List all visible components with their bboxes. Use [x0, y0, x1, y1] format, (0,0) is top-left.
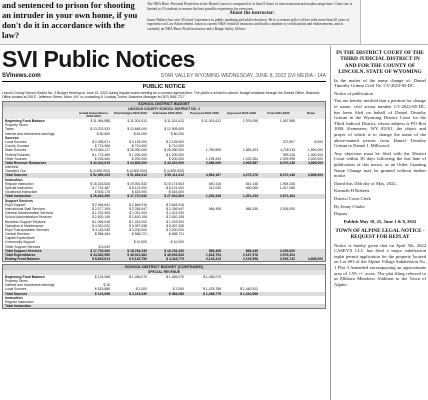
ad-body — [147, 2, 357, 31]
row-label: Interest and Investment earnings — [5, 131, 55, 136]
row-value: 4,976,404 — [279, 253, 295, 257]
row-value: $ 2,664,916 — [129, 202, 147, 207]
row-value: $ 10,000 — [170, 240, 184, 245]
row-value: $ 12,905,000 — [164, 127, 184, 132]
table-row — [3, 257, 325, 261]
about-instructor-text: Jason Wallace has over 30 years' experience in public speaking and adult education. He is a veteran police officer with more than 20 years of experience in Law Enforcement. Jason is current NRA-certified instructor and holds a number of certifications and endorsements, and is currently an NRA Basic Pistol instructor and a Range Safety Officer. — [147, 17, 350, 31]
row-value: 412,030 — [208, 186, 221, 190]
row-value: $ 1,231,063 — [92, 211, 110, 216]
row-value: $ 124,068 — [94, 274, 110, 279]
row-value: $ 11,301,612 — [201, 119, 221, 123]
row-label: Community Support — [5, 240, 35, 245]
row-value: $ (4,500,000) — [126, 169, 147, 174]
row-value — [112, 304, 149, 308]
row-label: Property Taxes — [5, 123, 28, 128]
row-label: Total Expenditures — [5, 253, 36, 257]
row-value: 4,808,000 — [307, 173, 323, 178]
row-label: Interest and Investment earnings — [5, 283, 55, 288]
row-label: Ending Fund Balance — [5, 257, 40, 262]
row-label: State Sources — [5, 148, 27, 153]
row-value: $ 26,090,000 — [127, 148, 147, 153]
col-header — [3, 112, 75, 119]
row-value: $ 566,464 — [94, 232, 110, 237]
row-label: Total Sources — [5, 173, 28, 178]
row-value — [297, 304, 325, 308]
row-value: $ 1,200,000 — [129, 152, 147, 157]
row-value: $ 11,064,588 — [90, 119, 110, 123]
row-value: $ 200,000 — [168, 156, 184, 161]
row-value: $ 4,910,002 — [92, 223, 110, 228]
row-value: $ 2,064,641 — [92, 202, 110, 207]
row-value: $ 2,000 — [135, 287, 147, 292]
row-value: $ 615,000 — [131, 190, 147, 195]
row-label: School Administration Services — [5, 215, 52, 220]
table-row — [3, 304, 325, 308]
row-label: Local Sources — [5, 139, 27, 144]
row-value — [75, 304, 112, 308]
row-value: $ 10,000 — [133, 240, 147, 245]
row-value: 4,728,115 — [280, 148, 295, 153]
col-header: Estimated 2020-2021 — [152, 110, 183, 115]
row-value: $ 8,625,613 — [92, 257, 110, 262]
row-value: $ 1,456,070 — [203, 274, 221, 279]
row-value: 2,905,587 — [242, 160, 258, 165]
row-value: $ 603,175 — [94, 190, 110, 195]
row-value: 1,022,284 — [242, 156, 258, 161]
row-value: $ 11,301,612 — [127, 119, 147, 123]
row-value: $ 15 — [103, 283, 110, 288]
row-value: $ 1,015,000 — [166, 219, 184, 224]
row-value — [260, 304, 297, 308]
masthead-site: SVInews.com — [2, 73, 41, 79]
about-instructor-heading: About the instructor: — [229, 11, 275, 16]
row-value: $ 50,111,612 — [164, 173, 184, 178]
row-value: 959,226 — [282, 152, 295, 157]
row-value: $ 568,721 — [168, 232, 184, 237]
row-value: $ 523,888 — [94, 287, 110, 292]
row-label: Regular Instruction — [5, 181, 34, 186]
row-value: $ 2,115,430 — [129, 291, 147, 296]
row-label: Sources: — [5, 135, 20, 140]
row-value: $ 42,424,615 — [90, 160, 110, 165]
row-value: $ 11,301,612 — [164, 119, 184, 123]
row-value: $ 80,600 — [96, 131, 110, 136]
row-label: Pupil Support — [5, 202, 26, 207]
row-value: $ 63,000 — [133, 131, 147, 136]
row-value: $ (4,500,000) — [163, 169, 184, 174]
row-value: 2,105,598 — [242, 257, 258, 262]
row-value: $ 23,964,117 — [90, 148, 110, 153]
row-value: $ 3,200,000 — [129, 227, 147, 232]
row-label: General Administration Services — [5, 211, 54, 216]
row-value: 1,976,098 — [242, 119, 258, 123]
row-value: $ 2,620,108 — [129, 215, 147, 220]
row-label: Total Support Services — [5, 248, 42, 253]
row-value: 1,790,805 — [205, 148, 221, 153]
row-label: Business Support Services — [5, 219, 46, 224]
row-value: 1,954,336 — [279, 181, 295, 186]
row-value: $ 51,654,612 — [127, 173, 147, 178]
row-value: 566,408 — [208, 206, 221, 211]
row-value: $ 2,077,309 — [92, 206, 110, 211]
row-value: 1,195,264 — [205, 156, 221, 161]
row-label: Taxes — [5, 127, 14, 132]
row-value: $ 1,713,465 — [92, 152, 110, 157]
notice-intro: Lincoln County School District No. 2 Budget Hearing on June 15, 2022 during regular board meeting as a consent agenda item. The public is invited to attend. Budget available through the District Office, Business Office located at 208 E. Jefferson Street, Afton, WY, or contacting 8. Lindsay Turner, Business Manager at (307) 885-7717. — [2, 91, 320, 100]
col-header: Actual Expenditures 2019-2020 — [78, 110, 108, 119]
row-value — [149, 304, 186, 308]
row-value: $ 18,316,628 — [90, 181, 110, 186]
row-label: Operation & Maintenance — [5, 223, 44, 228]
row-value: 2,005,000 — [279, 248, 295, 253]
row-value: $ 1,456,070 — [129, 274, 147, 279]
row-value: $ 984,086 — [168, 291, 184, 296]
row-value: $ 6,049 — [98, 244, 110, 249]
row-value: $ 3,416,779 — [166, 257, 184, 262]
notice-subtitle: Notice of publication — [334, 90, 374, 96]
row-value: $ 19,001,632 — [127, 181, 147, 186]
row-value: 2,986,069 — [205, 160, 221, 165]
row-value: $ 2,336,947 — [166, 206, 184, 211]
row-label: Beginning Fund Balance — [5, 274, 45, 279]
table-1-sub: LINCOLN COUNTY SCHOOL DISTRICT NO. 2 — [3, 107, 325, 111]
row-value: 2,167,578 — [242, 253, 258, 257]
row-label: Other Support Services — [5, 244, 41, 249]
row-value: 1,301,243 — [242, 194, 258, 199]
row-value: $ 1,200,000 — [166, 152, 184, 157]
row-value: $ 52,989,203 — [90, 173, 110, 178]
row-value: $ 43,310,000 — [164, 160, 184, 165]
masthead-rule — [2, 81, 326, 82]
row-label: Transfers Out — [5, 169, 26, 174]
signature-name: Kenneth H Roberts — [334, 188, 370, 194]
row-value: 460,095 — [245, 186, 258, 190]
row-value: $ 1,416,966 — [240, 291, 258, 296]
row-value: $ 80,000 — [170, 131, 184, 136]
row-value: $ 233,064 — [94, 156, 110, 161]
row-value: $ 1,456,070 — [166, 274, 184, 279]
row-value: 8,000 — [314, 139, 323, 144]
row-value: $ 26,634,290 — [90, 194, 110, 199]
row-label: Total Revenue Resources — [5, 160, 47, 165]
publish-dates: Publish May 18, 25, June 1 & 8, 2022 — [343, 218, 417, 224]
row-label: Pupil Transportation Services — [5, 227, 50, 232]
row-value: 372,807 — [282, 139, 295, 144]
row-value: 4,808,000 — [307, 160, 323, 165]
row-value: $ 46,694,833 — [164, 253, 184, 257]
table-1-body — [3, 119, 325, 261]
masthead-title: SVI Public Notices — [2, 46, 195, 72]
row-value: 841,148 — [245, 181, 258, 186]
row-value: $ 19,174,603 — [164, 181, 184, 186]
row-value: $ 18,784,230 — [164, 248, 184, 253]
row-value: $ 3,125,000 — [129, 139, 147, 144]
row-label: Instructional Staff Services — [5, 206, 46, 211]
row-label: Other Sources — [5, 156, 27, 161]
row-label: Central Services — [5, 232, 30, 237]
row-value: $ 568,721 — [131, 232, 147, 237]
notice-body: You are hereby notified that a petition for change of name, civil action number CV-2022-85-DC, has been filed on behalf of Daniel Timothy Grimm in the Wyoming District Court for the Third Judicial District, whose address is PO Box 1000, Kemmerer, WY 83101, the object and prayer of which is to change the name of the above-named person from Daniel Timothy Grimm to Daniel J. Millwood. — [334, 98, 426, 149]
row-value: 3,093,742 — [279, 257, 295, 262]
row-value: $ 1,015,000 — [129, 219, 147, 224]
row-label: Property Taxes — [5, 278, 28, 283]
col-header: Notes — [306, 110, 316, 115]
row-value: $ 710,000 — [131, 144, 147, 149]
notice-matter: In the matter of the name change of: Daniel Timothy Grimm Civil No. CV-2022-85-DC — [334, 77, 426, 89]
row-value: $ 615,000 — [168, 190, 184, 195]
row-value: $ 13,223,533 — [90, 127, 110, 132]
row-value: $ 2,664,916 — [166, 202, 184, 207]
row-value: $ 13,665,000 — [127, 127, 147, 132]
row-label: Support Services — [5, 198, 33, 203]
col-header: Final Budget 2020-2021 — [113, 110, 148, 115]
row-value: $ 2,336,947 — [129, 206, 147, 211]
row-value: $ 1,006,618 — [92, 219, 110, 224]
row-value: 566,408 — [208, 248, 221, 253]
row-label: Instruction — [5, 295, 23, 300]
row-value: 1,367,589 — [279, 119, 295, 123]
row-value: $ 8,121,000 — [166, 186, 184, 190]
col-header: Approved 2021-2022 — [226, 110, 257, 115]
row-value: $ 1,311,000 — [166, 211, 184, 216]
row-label: Special Instruction — [5, 186, 33, 190]
row-value: 1,818,754 — [205, 253, 221, 257]
row-value — [186, 304, 223, 308]
row-value: 3,143,413 — [205, 257, 221, 262]
row-value: 866,335 — [245, 248, 258, 253]
row-label: Capital Expenditure — [5, 236, 35, 241]
row-value: $ 8,121,000 — [129, 186, 147, 190]
table-2-body — [3, 275, 325, 309]
ad-blurb: The NRA Basic Personal Protection in the Home Course is comprised of at least 8 hours of classroom instruction plus range time. Class size is limited to 10 students to ensure the best possible experience for everyone. — [147, 2, 353, 11]
row-value: 8,070,146 — [279, 173, 295, 178]
row-value: $ 44,853,000 — [127, 160, 147, 165]
signature-by: By Jenny Clarke — [334, 203, 365, 209]
row-value — [223, 304, 260, 308]
row-value: 4,808,000 — [307, 257, 323, 262]
row-value: $ 2,000 — [172, 287, 184, 292]
top-advertisement — [0, 0, 428, 45]
row-value: $ 27,737,632 — [127, 194, 147, 199]
row-label: Local Sources — [5, 287, 27, 292]
row-value: $ 44,363,590 — [90, 253, 110, 257]
row-value: 866,335 — [245, 206, 258, 211]
table-2-band: SCHOOL DISTRICT BUDGET (CONTINUED) — [3, 265, 325, 270]
row-value: $ (4,500,000) — [89, 169, 110, 174]
row-label: Regular Instruction — [5, 299, 34, 304]
row-value: $ 5,132,750 — [129, 257, 147, 262]
row-value: $ 5,057,538 — [129, 223, 147, 228]
signature-title: District Court Clerk — [334, 195, 371, 201]
row-value: $ 17,729,300 — [90, 248, 110, 253]
row-value: $ 2,125,000 — [166, 139, 184, 144]
row-value: 8,070,146 — [279, 160, 295, 165]
row-value: $ 18,784,230 — [127, 248, 147, 253]
row-value: 1,800,000 — [307, 148, 323, 153]
row-value: 4,962,167 — [205, 173, 221, 178]
row-value: 1,017,068 — [279, 186, 295, 190]
notice-dated: Dated this 10th day of May, 2022. — [334, 180, 397, 186]
row-label: Federal Sources — [5, 152, 30, 157]
row-value: $ 713,965 — [94, 144, 110, 149]
row-value: 4,273,176 — [242, 173, 258, 178]
row-value: $ 7,714,487 — [92, 186, 110, 190]
col-header: Proposed 2021-2022 — [189, 110, 219, 115]
budget-notice — [2, 84, 326, 400]
row-value: 2,005,000 — [279, 206, 295, 211]
row-label: Beginning Fund Balance — [5, 119, 45, 123]
legal-notices-column — [330, 46, 426, 400]
row-value: $ 124,068 — [94, 291, 110, 296]
row-value: $ 200,000 — [131, 156, 147, 161]
row-value: $ 2,620,108 — [166, 215, 184, 220]
row-label: Total Instruction — [5, 304, 32, 309]
row-label: Instruction — [5, 177, 23, 182]
table-1-header — [3, 112, 325, 119]
row-value: $ 1,311,000 — [129, 211, 147, 216]
row-value: $ 26,090,000 — [164, 148, 184, 153]
row-value: 1,000,000 — [307, 152, 323, 157]
row-value: $ 1,468,776 — [203, 291, 221, 296]
row-value: 1,252,346 — [205, 194, 221, 199]
row-value: $ 1,478,788 — [203, 287, 221, 292]
row-value: 1,883,303 — [242, 148, 258, 153]
notice-objection: Any objection must be filed with the District Court within 30 days following the last date of publication of this notice, or an Order Granting Name Change may be granted without further notice. — [334, 150, 426, 179]
row-label: Total Sources — [5, 291, 28, 296]
row-label: Interfund — [5, 165, 19, 170]
row-value: 2,009,998 — [279, 156, 295, 161]
row-value: $ 1,440,922 — [240, 287, 258, 292]
row-label: Vocational Instruction — [5, 190, 38, 195]
row-value: $ 5,057,538 — [166, 223, 184, 228]
budget-table-2 — [2, 264, 326, 309]
ad-side-panel — [360, 0, 428, 44]
row-value: $ 46,521,862 — [127, 253, 147, 257]
signature-role: Deputy — [334, 211, 348, 217]
notice-title: PUBLIC NOTICE — [142, 84, 186, 90]
row-value: $ 27,910,603 — [164, 194, 184, 199]
row-value: $ 3,118,045 — [92, 227, 110, 232]
col-header: Final 2021-2022 — [267, 110, 290, 115]
row-value: $ 2,495,871 — [92, 139, 110, 144]
row-value: $ 3,200,000 — [166, 227, 184, 232]
row-value: $ 2,620,108 — [92, 215, 110, 220]
row-value: 2,000,000 — [307, 156, 323, 161]
row-value: 840,316 — [208, 181, 221, 186]
masthead-dateline: STAR VALLEY WYOMING WEDNESDAY, JUNE 8, 2022 SVI MEDIA - 14A — [160, 73, 326, 79]
row-label: County Sources — [5, 144, 30, 149]
row-label: Total Instruction — [5, 194, 32, 199]
table-1-band: SCHOOL DISTRICT BUDGET — [3, 102, 325, 107]
table-2-sub: SPECIAL REVENUE — [3, 270, 325, 274]
court-heading: IN THE DISTRICT COURT OF THE THIRD JUDICIAL DISTRICT IN AND FOR THE COUNTY OF LINCOLN, STATE OF WYOMING — [336, 50, 424, 76]
row-value: $ 710,000 — [168, 144, 184, 149]
budget-table-1 — [2, 101, 326, 262]
replat-body: Notice is hereby given that on April 5th, 2022 CASEY'S LLC has filed a major subdivision replat permit application for the property located on Lot #93 of the Alpine Village Subdivision No. 1 Plat 3 Amended encompassing an approximate area of 1.95 +/- acres. The plat filing referred to as Elkhorn Meadows Addition to the Town of Alpine. — [334, 242, 426, 287]
ad-headline: and sentenced to prison for shooting an intruder in your own home, if you don't do it in accordance with the law? — [2, 0, 138, 40]
replat-heading: TOWN OF ALPINE LEGAL NOTICE - REQUEST FOR REPLAT — [335, 228, 425, 241]
row-value: 2,971,404 — [279, 194, 295, 199]
